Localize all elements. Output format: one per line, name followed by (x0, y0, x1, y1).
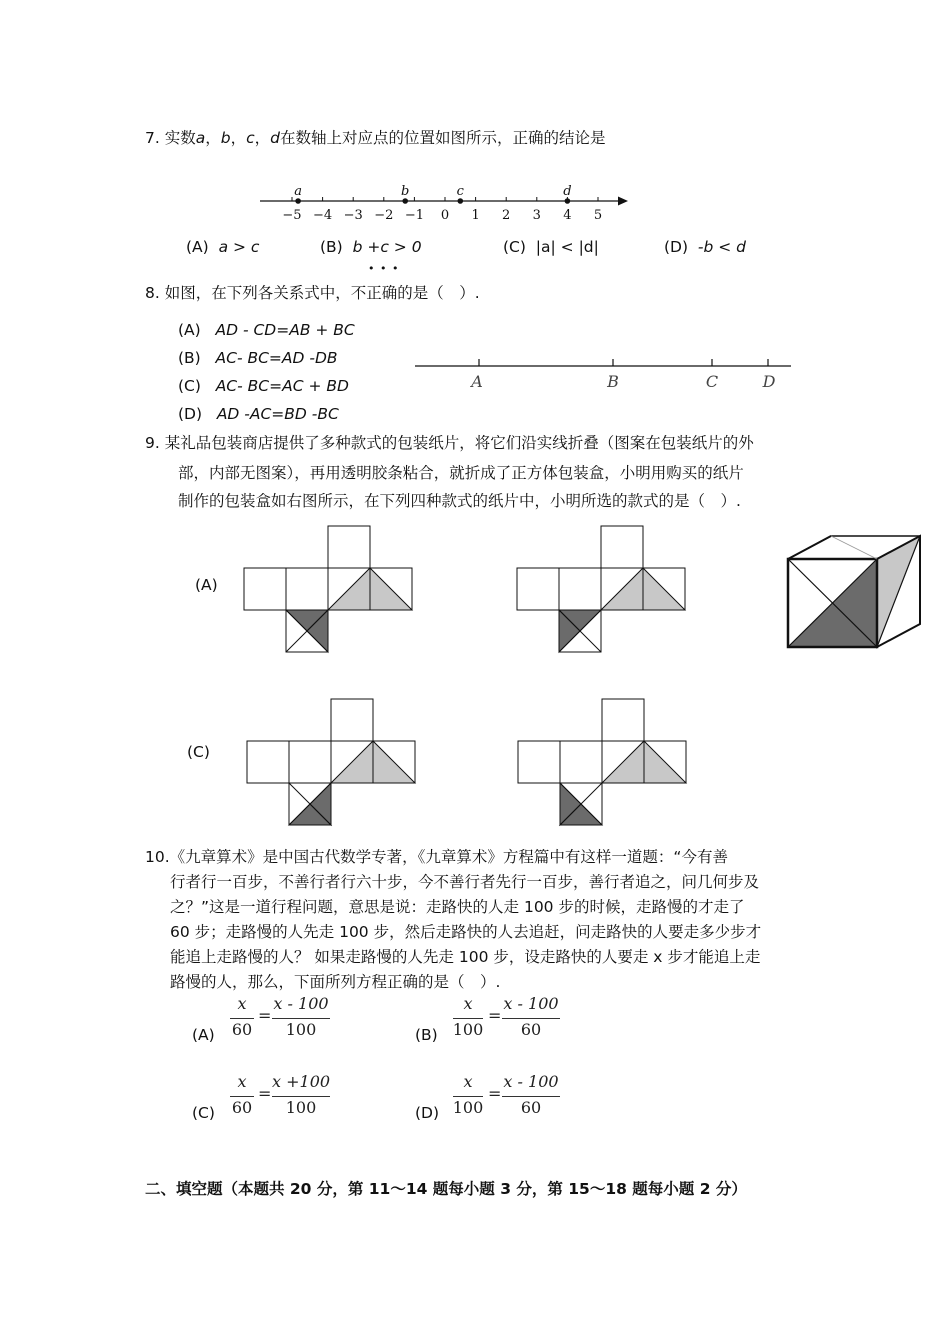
q8-option-b[interactable]: (B) AC- BC=AD -DB (178, 349, 338, 367)
q10-stem-line-4: 60 步；走路慢的人先走 100 步，然后走路快的人去追赶，问走路快的人要走多少步才 (170, 923, 762, 941)
q10-option-c-label[interactable]: (C) (192, 1104, 215, 1122)
q8-segment-figure (410, 352, 800, 396)
axis-arrow-icon (618, 197, 628, 206)
q9-cube-figure (784, 532, 924, 654)
q9-option-c-label: (C) (187, 743, 210, 761)
point-label-b: b (401, 184, 410, 199)
q10-option-d-label[interactable]: (D) (415, 1104, 440, 1122)
q9-option-a-label: (A) (195, 576, 218, 594)
q10-option-b-label[interactable]: (B) (415, 1026, 438, 1044)
q10-stem-line-3: 之？”这是一道行程问题，意思是说：走路快的人走 100 步的时候，走路慢的才走了 (170, 898, 745, 916)
q9-net-a[interactable] (243, 525, 415, 655)
point-label-c: C (705, 372, 719, 391)
point-label-a: a (294, 184, 303, 199)
q9-stem-line-1: 9. 某礼品包装商店提供了多种款式的包装纸片，将它们沿实线折叠（图案在包装纸片的外 (145, 434, 754, 452)
q10-option-a-equation[interactable]: x 60 = x - 100 100 (231, 994, 329, 1039)
axis-tick-label: 1 (471, 208, 480, 223)
q7-number-line (250, 178, 640, 226)
q10-option-b-equation[interactable]: x 100 = x - 100 60 (452, 994, 559, 1039)
axis-tick-label: −5 (282, 208, 302, 223)
q8-option-d[interactable]: (D) AD -AC=BD -BC (178, 405, 339, 423)
point-label-d: d (563, 184, 572, 199)
point-a (295, 198, 301, 204)
q7-option-c[interactable]: (C) |a| < |d| (503, 238, 599, 256)
point-c (458, 198, 464, 204)
q10-stem-line-2: 行者行一百步，不善行者行六十步，今不善行者先行一百步，善行者追之，问几何步及 (170, 873, 760, 891)
axis-tick-label: −3 (343, 208, 363, 223)
q10-stem-line-6: 路慢的人，那么，下面所列方程正确的是（ ）. (170, 973, 501, 991)
q8-option-c[interactable]: (C) AC- BC=AC + BD (178, 377, 349, 395)
q10-option-d-equation[interactable]: x 100 = x - 100 60 (452, 1072, 559, 1117)
axis-tick-label: 0 (440, 208, 450, 223)
axis-tick-label: 2 (502, 208, 511, 223)
axis-tick-label: 4 (563, 208, 572, 223)
section2-heading: 二、填空题（本题共 20 分，第 11～14 题每小题 3 分，第 15～18 题每小题 2 分） (145, 1180, 747, 1198)
axis-tick-label: −1 (404, 208, 424, 223)
q10-option-c-equation[interactable]: x 60 = x +100 100 (231, 1072, 331, 1117)
point-label-d: D (762, 372, 776, 391)
axis-tick-label: −4 (313, 208, 333, 223)
q7-stem: 7. 实数a，b，c，d在数轴上对应点的位置如图所示，正确的结论是 (145, 129, 606, 147)
axis-tick-label: 5 (593, 208, 603, 223)
q9-stem-line-3: 制作的包装盒如右图所示，在下列四种款式的纸片中，小明所选的款式的是（ ）. (178, 492, 741, 510)
axis-tick-label: 3 (532, 208, 541, 223)
point-label-a: A (471, 372, 483, 391)
point-b (402, 198, 408, 204)
q10-stem-line-1: 10.《九章算术》是中国古代数学专著，《九章算术》方程篇中有这样一道题：“今有善 (145, 848, 728, 866)
axis-tick-label: −2 (374, 208, 394, 223)
q8-stem: 8. 如图，在下列各关系式中，不正确的是（ ）. (145, 284, 480, 302)
q7-option-d[interactable]: (D) -b < d (664, 238, 747, 256)
q9-net-c[interactable] (246, 698, 418, 828)
point-label-b: B (607, 372, 619, 391)
q9-net-b[interactable] (516, 525, 688, 655)
q9-net-d[interactable] (517, 698, 689, 828)
q7-option-a[interactable]: (A) a > c (186, 238, 260, 256)
point-label-c: c (456, 184, 464, 199)
q9-stem-line-2: 部，内部无图案），再用透明胶条粘合，就折成了正方体包装盒，小明用购买的纸片 (178, 464, 744, 482)
q10-option-a-label[interactable]: (A) (192, 1026, 215, 1044)
emphasis-dots: • • • (368, 262, 400, 275)
point-d (565, 198, 571, 204)
q7-option-b[interactable]: (B) b +c > 0 (320, 238, 422, 256)
q10-stem-line-5: 能追上走路慢的人？ 如果走路慢的人先走 100 步，设走路快的人要走 x 步才能追上走 (170, 948, 761, 966)
q8-option-a[interactable]: (A) AD - CD=AB + BC (178, 321, 355, 339)
